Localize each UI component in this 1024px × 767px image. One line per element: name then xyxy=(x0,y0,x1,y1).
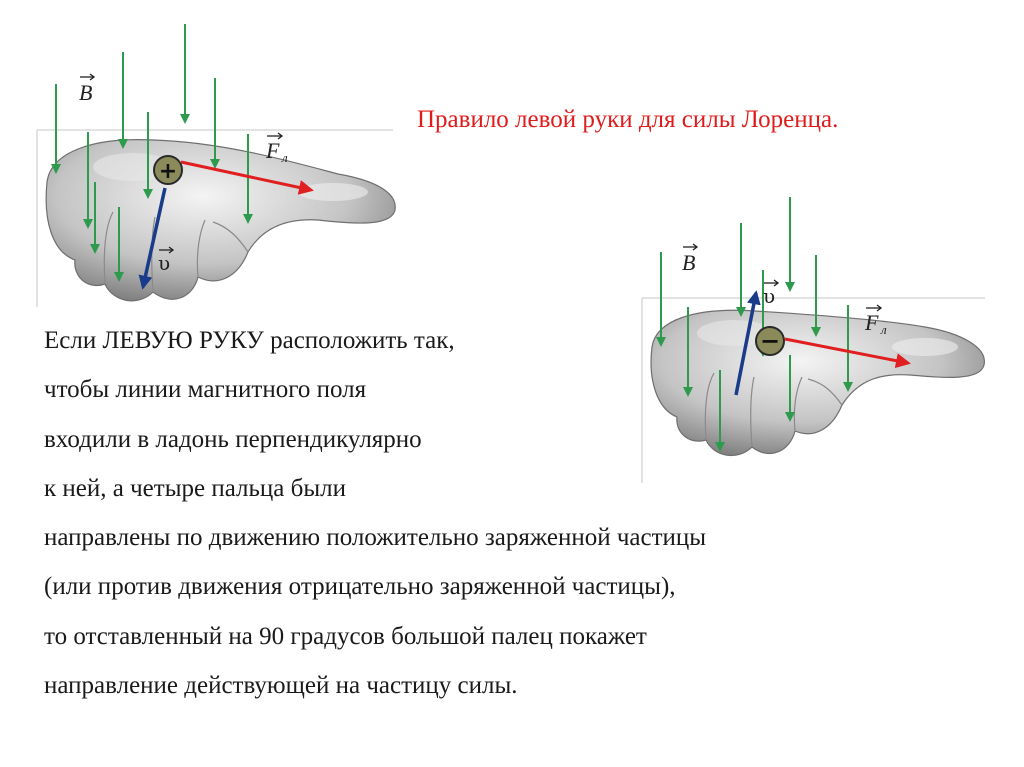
rule-line: Если ЛЕВУЮ РУКУ расположить так, xyxy=(44,327,455,354)
svg-text:υ: υ xyxy=(158,251,171,275)
svg-text:F: F xyxy=(865,310,879,335)
v-vector-label xyxy=(763,280,778,308)
svg-text:B: B xyxy=(682,250,696,275)
rule-line: то отставленный на 90 градусов большой палец покажет xyxy=(44,622,647,650)
charge-sign: − xyxy=(759,327,781,355)
b-vector-label xyxy=(682,244,697,275)
svg-text:B: B xyxy=(79,80,93,105)
svg-text:F: F xyxy=(266,138,280,163)
rule-description xyxy=(44,322,706,716)
svg-text:υ: υ xyxy=(763,284,776,308)
left-hand-positive-charge-illustration xyxy=(33,22,403,312)
svg-text:л: л xyxy=(881,322,887,337)
slide-title: Правило левой руки для силы Лоренца. xyxy=(417,106,839,133)
f-vector-label xyxy=(265,133,288,165)
rule-line: направлены по движению положительно заряженной частицы xyxy=(44,524,707,552)
rule-line: (или против движения отрицательно заряженной частицы), xyxy=(44,573,676,601)
rule-line: входили в ладонь перпендикулярно xyxy=(44,425,422,453)
b-vector-label xyxy=(79,74,94,105)
svg-text:л: л xyxy=(282,150,288,165)
charge-sign: + xyxy=(158,159,178,184)
rule-line: к ней, а четыре пальца были xyxy=(44,474,347,502)
rule-line: направление действующей на частицу силы. xyxy=(44,672,518,700)
rule-line: чтобы линии магнитного поля xyxy=(44,376,367,404)
hand-shape xyxy=(46,140,395,301)
